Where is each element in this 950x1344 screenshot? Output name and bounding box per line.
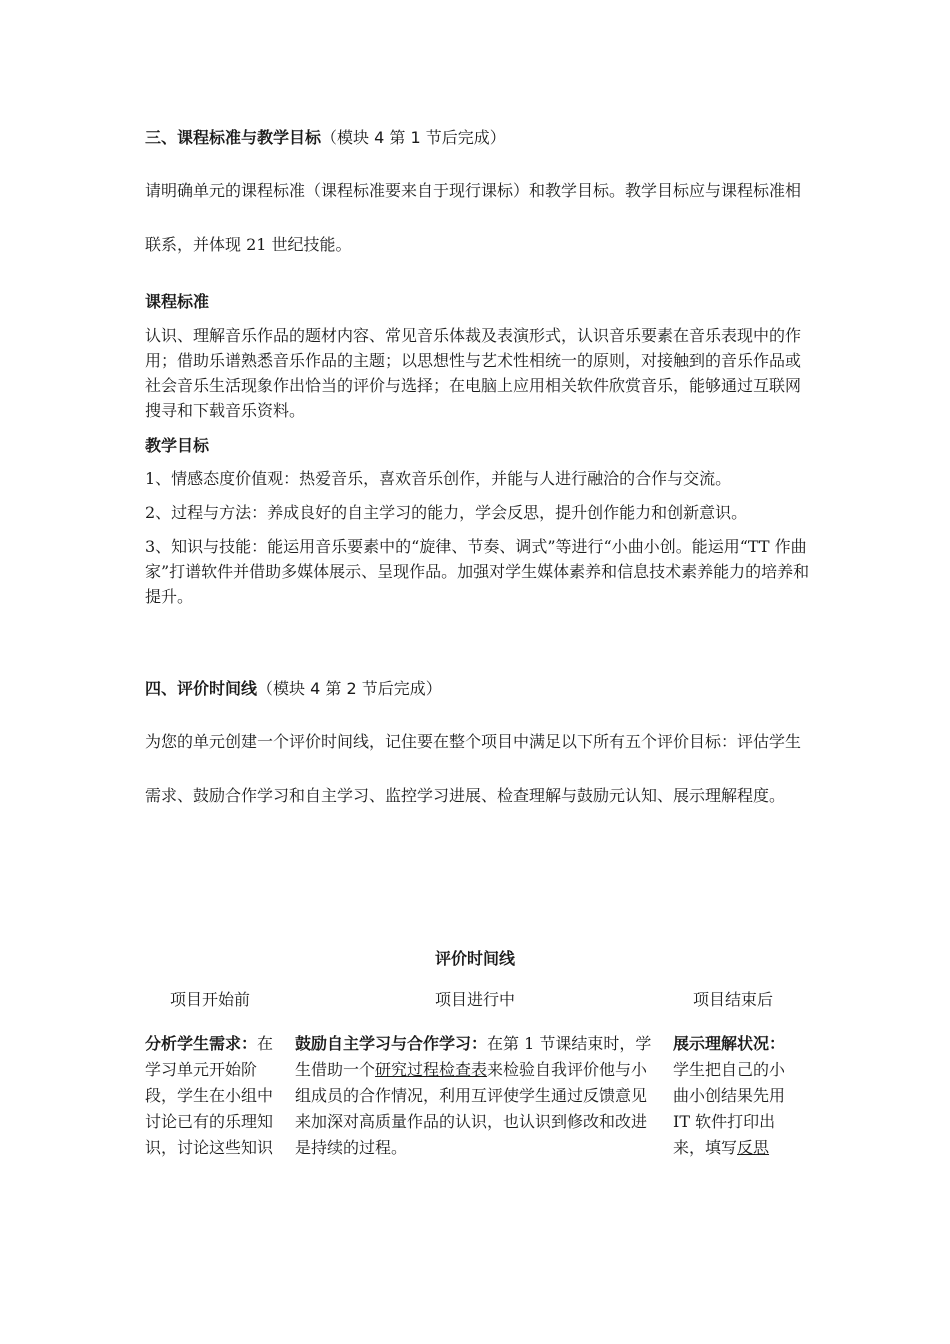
timeline-after-label: 展示理解状况：	[673, 1034, 786, 1053]
section-3-title: 三、课程标准与教学目标	[145, 128, 322, 147]
timeline-title: 评价时间线	[434, 949, 515, 968]
timeline-column-after	[673, 1031, 795, 1161]
objectives-heading: 教学目标	[145, 436, 210, 455]
timeline-column-during	[295, 1031, 657, 1161]
section-4-heading	[145, 679, 810, 699]
timeline-header-before: 项目开始前	[169, 990, 250, 1009]
section-4-title: 四、评价时间线	[145, 679, 258, 698]
section-4-note: （模块 4 第 2 节后完成）	[257, 679, 442, 698]
section-3-note: （模块 4 第 1 节后完成）	[321, 128, 506, 147]
section-3-instruction: 请明确单元的课程标准（课程标准要来自于现行课标）和教学目标。教学目标应与课程标准相联系，并体现 21 世纪技能。	[145, 181, 802, 254]
timeline-after-text: 学生把自己的小曲小创结果先用 IT 软件打印出来，填写	[673, 1060, 786, 1157]
timeline-during-text-rest: 来检验自我评价他与小组成员的合作情况，利用互评使学生通过反馈意见来加深对高质量作品的认识，也认识到修改和改进是持续的过程。	[295, 1060, 648, 1157]
timeline-header-during: 项目进行中	[434, 990, 515, 1009]
section-4-instruction: 为您的单元创建一个评价时间线，记住要在整个项目中满足以下所有五个评价目标：评估学生需求、鼓励合作学习和自主学习、监控学习进展、检查理解与鼓励元认知、展示理解程度。	[145, 732, 802, 805]
timeline-header-after: 项目结束后	[692, 990, 773, 1009]
timeline-during-label: 鼓励自主学习与合作学习：	[295, 1034, 488, 1053]
timeline-before-text: 在学习单元开始阶段，学生在小组中讨论已有的乐理知识，讨论这些知识	[145, 1034, 274, 1157]
objective-item: 2、过程与方法：养成良好的自主学习的能力，学会反思，提升创作能力和创新意识。	[145, 503, 748, 522]
timeline-column-before	[145, 1031, 275, 1161]
section-3-heading	[145, 128, 810, 148]
reflection-link[interactable]: 反思	[737, 1138, 770, 1157]
standards-heading: 课程标准	[145, 292, 210, 311]
objective-item: 3、知识与技能：能运用音乐要素中的“旋律、节奏、调式”等进行“小曲小创。能运用“TT 作曲家”打谱软件并借助多媒体展示、呈现作品。加强对学生媒体素养和信息技术素养能力的培养和提升。	[145, 537, 810, 606]
objective-item: 1、情感态度价值观：热爱音乐，喜欢音乐创作，并能与人进行融洽的合作与交流。	[145, 469, 732, 488]
timeline-during-text: 在第 1 节课结束时，学生借助一个	[295, 1034, 652, 1079]
timeline-before-label: 分析学生需求：	[145, 1034, 258, 1053]
standards-text: 认识、理解音乐作品的题材内容、常见音乐体裁及表演形式，认识音乐要素在音乐表现中的作用；借助乐谱熟悉音乐作品的主题；以思想性与艺术性相统一的原则，对接触到的音乐作品或社会音乐生活现象作出恰当的评价与选择；在电脑上应用相关软件欣赏音乐，能够通过互联网搜寻和下载音乐资料。	[145, 326, 802, 420]
objectives-list	[145, 466, 810, 609]
research-checklist-link[interactable]: 研究过程检查表	[375, 1060, 488, 1079]
